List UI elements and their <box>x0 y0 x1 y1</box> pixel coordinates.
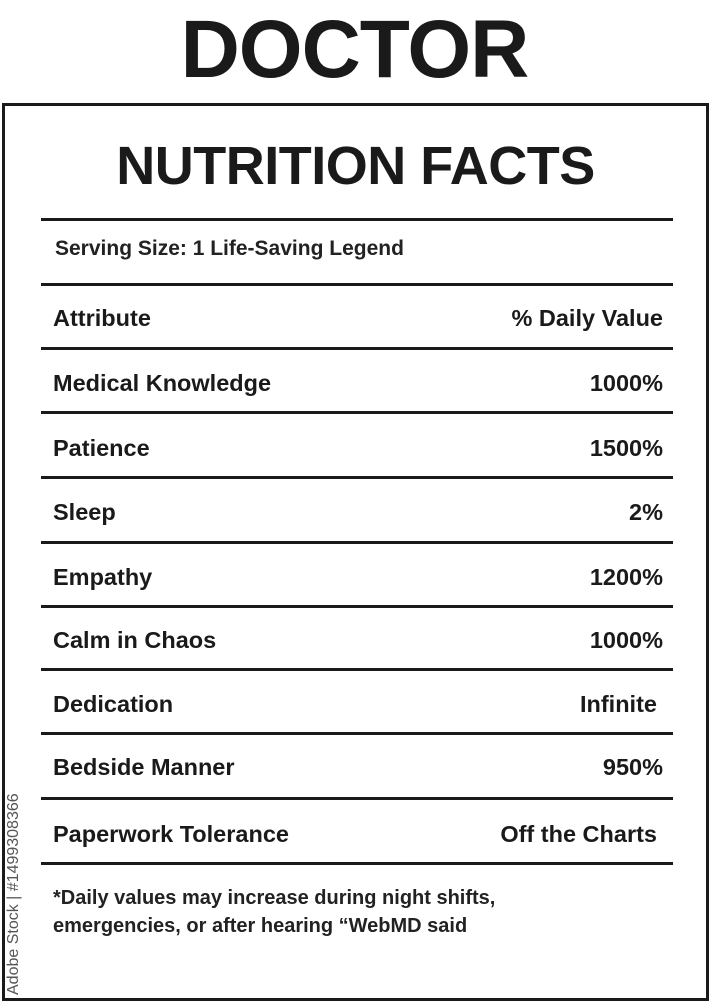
divider <box>41 411 673 414</box>
table-row <box>53 363 663 403</box>
divider <box>41 541 673 544</box>
attribute-name: Empathy <box>53 563 153 590</box>
headline-title: DOCTOR <box>180 4 529 95</box>
divider <box>41 283 673 286</box>
attribute-name: Dedication <box>53 690 174 717</box>
divider <box>41 347 673 350</box>
table-row <box>53 428 663 468</box>
table-row <box>53 747 663 787</box>
footnote-line: emergencies, or after hearing “WebMD said <box>53 915 468 937</box>
divider <box>41 476 673 479</box>
divider <box>41 218 673 221</box>
attribute-value: 1200% <box>589 563 663 590</box>
divider <box>41 732 673 735</box>
attribute-name: Calm in Chaos <box>53 626 217 653</box>
table-row <box>53 492 663 532</box>
attribute-value: Off the Charts <box>500 820 657 847</box>
attribute-name: Medical Knowledge <box>53 369 272 396</box>
serving-size: Serving Size: 1 Life-Saving Legend <box>55 237 404 260</box>
attribute-value: 2% <box>629 498 663 525</box>
attribute-value: 950% <box>602 753 663 780</box>
attribute-value: 1000% <box>589 626 663 653</box>
label-title: NUTRITION FACTS <box>116 136 595 196</box>
attribute-name: Sleep <box>53 498 116 525</box>
table-row <box>53 684 663 724</box>
divider <box>41 668 673 671</box>
table-row <box>53 814 663 854</box>
divider <box>41 862 673 865</box>
divider <box>41 605 673 608</box>
header-row <box>53 298 663 338</box>
attribute-header: Attribute <box>53 304 151 331</box>
footnote-line: *Daily values may increase during night shifts, <box>53 887 496 909</box>
table-row <box>53 557 663 597</box>
stock-watermark-id: Adobe Stock | #1499308366 <box>5 793 22 995</box>
footnote <box>53 884 653 940</box>
divider <box>41 797 673 800</box>
attribute-value: 1500% <box>589 434 663 461</box>
attribute-name: Patience <box>53 434 150 461</box>
nutrition-label <box>2 103 709 1001</box>
attribute-name: Bedside Manner <box>53 753 235 780</box>
attribute-value: Infinite <box>579 690 657 717</box>
attribute-value: 1000% <box>589 369 663 396</box>
attribute-name: Paperwork Tolerance <box>53 820 289 847</box>
daily-value-header: % Daily Value <box>511 304 663 331</box>
table-row <box>53 620 663 660</box>
